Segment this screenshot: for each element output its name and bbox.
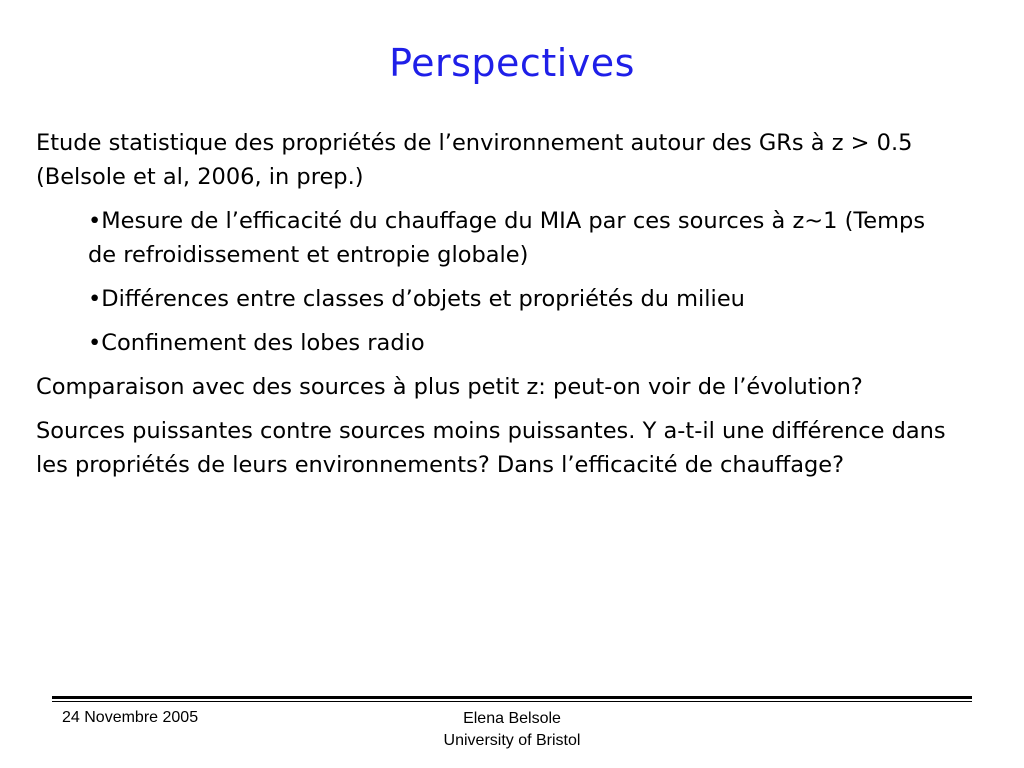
paragraph-environment-study: Etude statistique des propriétés de l’environnement autour des GRs à z > 0.5 (Belsole et al, 2006, in prep.)	[36, 130, 913, 190]
slide-body	[36, 126, 976, 492]
footer-affiliation: University of Bristol	[443, 732, 581, 749]
footer-divider-thin	[52, 701, 972, 702]
footer-date: 24 Novembre 2005	[62, 709, 199, 726]
paragraph-comparison-lower-z: Comparaison avec des sources à plus petit z: peut-on voir de l’évolution?	[36, 374, 863, 400]
bullet-radio-lobes: •Confinement des lobes radio	[88, 330, 425, 356]
bullet-heating-efficiency: •Mesure de l’efficacité du chauffage du MIA par ces sources à z~1 (Temps de refroidissement et entropie globale)	[88, 208, 926, 268]
slide-title: Perspectives	[389, 41, 635, 85]
paragraph-powerful-sources: Sources puissantes contre sources moins puissantes. Y a-t-il une différence dans les propriétés de leurs environnements? Dans l’efficacité de chauffage?	[36, 418, 946, 478]
footer-author-name: Elena Belsole	[463, 710, 561, 727]
footer-divider-thick	[52, 696, 972, 699]
footer-author-block	[380, 708, 644, 752]
bullet-object-classes: •Différences entre classes d’objets et propriétés du milieu	[88, 286, 745, 312]
